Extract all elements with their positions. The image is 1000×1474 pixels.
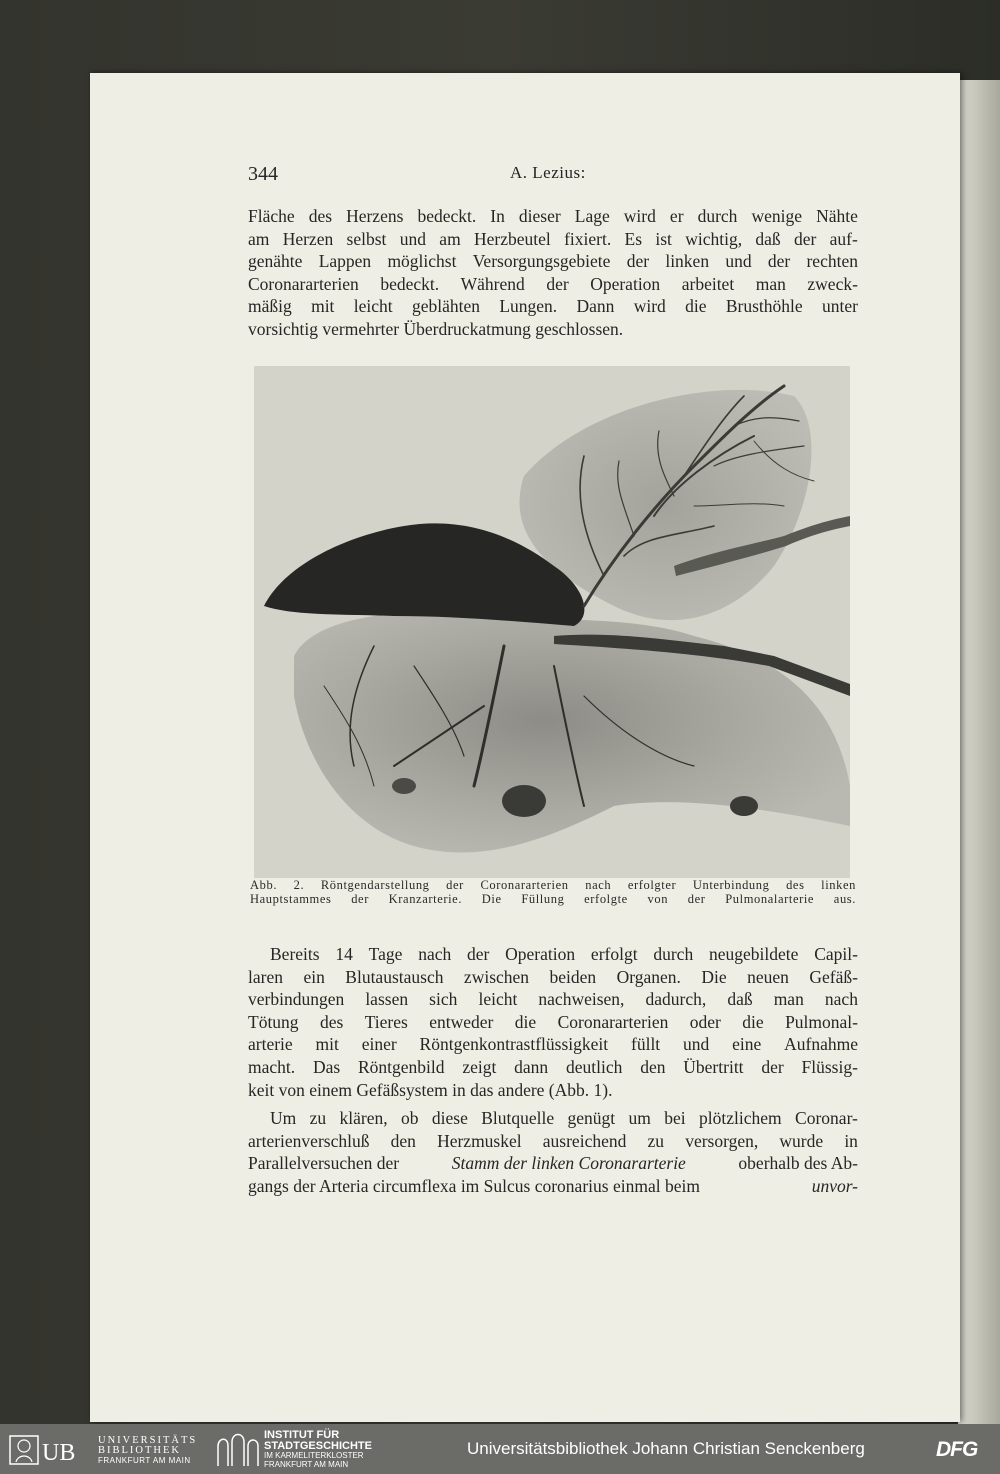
- word: des: [786, 878, 805, 892]
- word: mit: [311, 296, 335, 317]
- word: Während: [460, 273, 525, 294]
- word: Tieres: [364, 1011, 408, 1032]
- word: der: [546, 273, 569, 294]
- word: Coronararterien: [557, 1011, 669, 1032]
- word: eine: [732, 1034, 762, 1055]
- word: Organen.: [616, 966, 681, 987]
- xray-image: [254, 366, 850, 878]
- ub-text: [98, 1436, 197, 1466]
- word: genähte: [248, 251, 303, 272]
- word: Übertritt: [683, 1056, 744, 1077]
- dense-spot: [502, 785, 546, 817]
- word: 2.: [293, 878, 305, 892]
- word: Hauptstammes: [250, 892, 332, 906]
- word: er: [669, 206, 684, 226]
- text-line: [248, 1107, 858, 1130]
- word: Brusthöhle: [725, 296, 803, 317]
- text-line: [248, 250, 858, 273]
- word: Herzen: [282, 228, 334, 249]
- figure-caption: [250, 878, 856, 906]
- word: bedeckt.: [417, 206, 477, 226]
- paragraph-top: [248, 205, 858, 341]
- word: Aufnahme: [784, 1034, 858, 1055]
- word: beiden: [549, 966, 597, 987]
- word: von: [647, 892, 669, 906]
- word: Capil-: [814, 944, 858, 964]
- word: wurde: [779, 1130, 824, 1151]
- isg-line-2: STADTGESCHICHTE: [264, 1440, 372, 1452]
- word: man: [773, 989, 804, 1010]
- word: deutlich: [566, 1056, 623, 1077]
- word: geblähten: [411, 296, 480, 317]
- word: den: [640, 1056, 666, 1077]
- word: Füllung: [521, 892, 565, 906]
- page-number: 344: [248, 163, 278, 185]
- word: dadurch,: [645, 989, 707, 1010]
- footer-bar: [0, 1424, 1000, 1474]
- word: in: [844, 1130, 858, 1151]
- word: Pulmonal-: [785, 1011, 858, 1032]
- word: macht.: [248, 1056, 296, 1077]
- word: lassen: [365, 989, 409, 1010]
- word: einer: [361, 1034, 397, 1055]
- word: auf-: [829, 228, 858, 249]
- word: leicht: [478, 989, 518, 1010]
- word: linken: [665, 251, 710, 272]
- word: fixiert.: [564, 228, 612, 249]
- word: Fläche: [248, 206, 295, 226]
- word: ob: [401, 1108, 419, 1128]
- word: des: [308, 206, 333, 226]
- text-line: [248, 1152, 858, 1175]
- word: bei: [664, 1108, 686, 1128]
- word: neuen: [747, 966, 789, 987]
- word: versorgen,: [685, 1130, 759, 1151]
- text-line: [248, 1175, 858, 1198]
- text-line: [248, 988, 858, 1011]
- word: wenige: [751, 206, 803, 226]
- word: zu: [647, 1130, 665, 1151]
- word: der: [761, 1056, 784, 1077]
- word: Flüssig-: [801, 1056, 858, 1077]
- xray-figure: [254, 366, 850, 878]
- word: Abb.: [250, 878, 278, 892]
- word: Tötung: [248, 1011, 299, 1032]
- word: Um: [270, 1108, 297, 1128]
- word: zu: [309, 1108, 327, 1128]
- text-line: keit von einem Gefäßsystem in das andere (Abb. 1).: [248, 1079, 613, 1100]
- word: dieser: [518, 206, 561, 226]
- word: Röntgendarstellung: [320, 878, 430, 892]
- word: der: [767, 251, 791, 272]
- word: wird: [633, 296, 666, 317]
- word: linken: [821, 878, 856, 892]
- word: rechten: [806, 251, 858, 272]
- text-line: [248, 1056, 858, 1079]
- italic-text: unvor-: [811, 1175, 858, 1196]
- word: Tage: [368, 944, 403, 964]
- word: Röntgenbild: [357, 1056, 445, 1077]
- word: Coronar-: [795, 1108, 858, 1128]
- word: und: [683, 1034, 710, 1055]
- word: Dann: [576, 296, 615, 317]
- word: füllt: [631, 1034, 661, 1055]
- paragraph-2: [248, 943, 858, 1101]
- text-line: [248, 966, 858, 989]
- word: der: [687, 892, 706, 906]
- isg-line-4: FRANKFURT AM MAIN: [264, 1459, 349, 1469]
- text-line: [248, 1011, 858, 1034]
- word: um: [628, 1108, 651, 1128]
- word: Herzbeutel: [474, 228, 551, 249]
- word: selbst: [346, 228, 387, 249]
- running-head-author: A. Lezius:: [510, 163, 586, 182]
- word: möglichst: [387, 251, 457, 272]
- word: zeigt: [462, 1056, 497, 1077]
- ub-line-3: FRANKFURT AM MAIN: [98, 1456, 191, 1465]
- word: und: [399, 228, 426, 249]
- word: erfolgter: [627, 878, 677, 892]
- text-segment: Parallelversuchen der: [248, 1153, 400, 1174]
- word: Coronararterien: [248, 273, 359, 294]
- word: arterie: [248, 1034, 293, 1055]
- word: dann: [514, 1056, 549, 1077]
- isg-line-3: IM KARMELITERKLOSTER: [264, 1451, 364, 1460]
- word: Coronararterien: [480, 878, 569, 892]
- word: Blutquelle: [481, 1108, 555, 1128]
- word: genügt: [567, 1108, 616, 1128]
- word: am: [248, 228, 270, 249]
- word: 14: [335, 944, 353, 964]
- word: daß: [755, 228, 781, 249]
- ub-logo-icon[interactable]: [8, 1432, 98, 1468]
- word: Lappen: [318, 251, 372, 272]
- isg-logo-icon[interactable]: [214, 1432, 260, 1468]
- word: nach: [585, 878, 612, 892]
- word: Die: [701, 966, 727, 987]
- word: die: [685, 296, 707, 317]
- word: ausreichend: [542, 1130, 627, 1151]
- word: die: [742, 1011, 764, 1032]
- text-line: [248, 228, 858, 251]
- word: Unterbindung: [692, 878, 770, 892]
- word: Es: [624, 228, 643, 249]
- word: Bereits: [270, 944, 320, 964]
- ub-line-2: BIBLIOTHEK: [98, 1445, 181, 1456]
- word: aus.: [833, 892, 856, 906]
- word: Gefäß-: [809, 966, 858, 987]
- italic-text: Stamm der linken Coronararterie: [451, 1153, 686, 1174]
- word: laren: [248, 966, 283, 987]
- ub-line-1: UNIVERSITÄTS: [98, 1435, 198, 1446]
- text-segment: oberhalb des Ab-: [738, 1153, 858, 1174]
- word: klären,: [339, 1108, 388, 1128]
- word: Versorgungsgebiete: [472, 251, 611, 272]
- text-segment: gangs der Arteria circumflexa im Sulcus coronarius einmal beim: [248, 1175, 700, 1196]
- word: Kranzarterie.: [388, 892, 463, 906]
- text-line: vorsichtig vermehrter Überdruckatmung geschlossen.: [248, 318, 624, 339]
- word: Pulmonalarterie: [725, 892, 815, 906]
- word: plötzlichem: [699, 1108, 782, 1128]
- text-line: [248, 1130, 858, 1153]
- word: ist: [655, 228, 672, 249]
- word: Das: [312, 1056, 341, 1077]
- caption-line: [250, 878, 856, 892]
- word: Operation: [590, 273, 661, 294]
- isg-line-1: INSTITUT FÜR: [264, 1429, 340, 1441]
- word: nachweisen,: [538, 989, 625, 1010]
- word: der: [793, 228, 817, 249]
- word: durch: [697, 206, 738, 226]
- word: der: [446, 878, 464, 892]
- word: verbindungen: [248, 989, 345, 1010]
- word: mit: [315, 1034, 339, 1055]
- word: unter: [821, 296, 858, 317]
- word: entweder: [429, 1011, 494, 1032]
- word: neugebildete: [709, 944, 799, 964]
- caption-line: [250, 892, 856, 906]
- library-name-link[interactable]: Universitätsbibliothek Johann Christian Senckenberg: [467, 1439, 865, 1458]
- word: zwischen: [463, 966, 530, 987]
- word: daß: [727, 989, 753, 1010]
- next-page-edge: [958, 80, 1000, 1424]
- word: Röntgenkontrastflüssigkeit: [419, 1034, 609, 1055]
- word: Lage: [574, 206, 610, 226]
- word: bedeckt.: [380, 273, 440, 294]
- word: man: [755, 273, 786, 294]
- word: die: [514, 1011, 537, 1032]
- word: erfolgt: [590, 944, 638, 964]
- text-line: [248, 295, 858, 318]
- word: wird: [623, 206, 656, 226]
- word: nach: [418, 944, 452, 964]
- word: arterienverschluß: [248, 1130, 370, 1151]
- word: den: [390, 1130, 416, 1151]
- word: am: [439, 228, 461, 249]
- text-line: [248, 943, 858, 966]
- text-line: [248, 1033, 858, 1056]
- word: Operation: [505, 944, 576, 964]
- word: der: [467, 944, 490, 964]
- word: arbeitet: [681, 273, 735, 294]
- svg-text:UB: UB: [42, 1440, 76, 1466]
- word: Die: [481, 892, 502, 906]
- word: erfolgte: [584, 892, 628, 906]
- word: Nähte: [816, 206, 858, 226]
- isg-text: [264, 1430, 372, 1469]
- word: nach: [824, 989, 858, 1010]
- word: Blutaustausch: [345, 966, 444, 987]
- word: zweck-: [807, 273, 858, 294]
- dfg-logo[interactable]: DFG: [936, 1438, 978, 1461]
- word: Herzmuskel: [437, 1130, 522, 1151]
- word: diese: [431, 1108, 468, 1128]
- text-line: [248, 205, 858, 228]
- word: der: [626, 251, 650, 272]
- word: mäßig: [248, 296, 292, 317]
- word: wichtig,: [685, 228, 743, 249]
- paragraph-3: [248, 1107, 858, 1197]
- word: leicht: [353, 296, 393, 317]
- word: der: [351, 892, 369, 906]
- word: Lungen.: [499, 296, 558, 317]
- word: Herzens: [346, 206, 404, 226]
- word: des: [319, 1011, 344, 1032]
- word: sich: [429, 989, 458, 1010]
- text-line: [248, 273, 858, 296]
- running-head: [248, 163, 858, 187]
- word: In: [490, 206, 505, 226]
- word: und: [725, 251, 752, 272]
- word: ein: [303, 966, 325, 987]
- word: oder: [689, 1011, 721, 1032]
- word: durch: [653, 944, 694, 964]
